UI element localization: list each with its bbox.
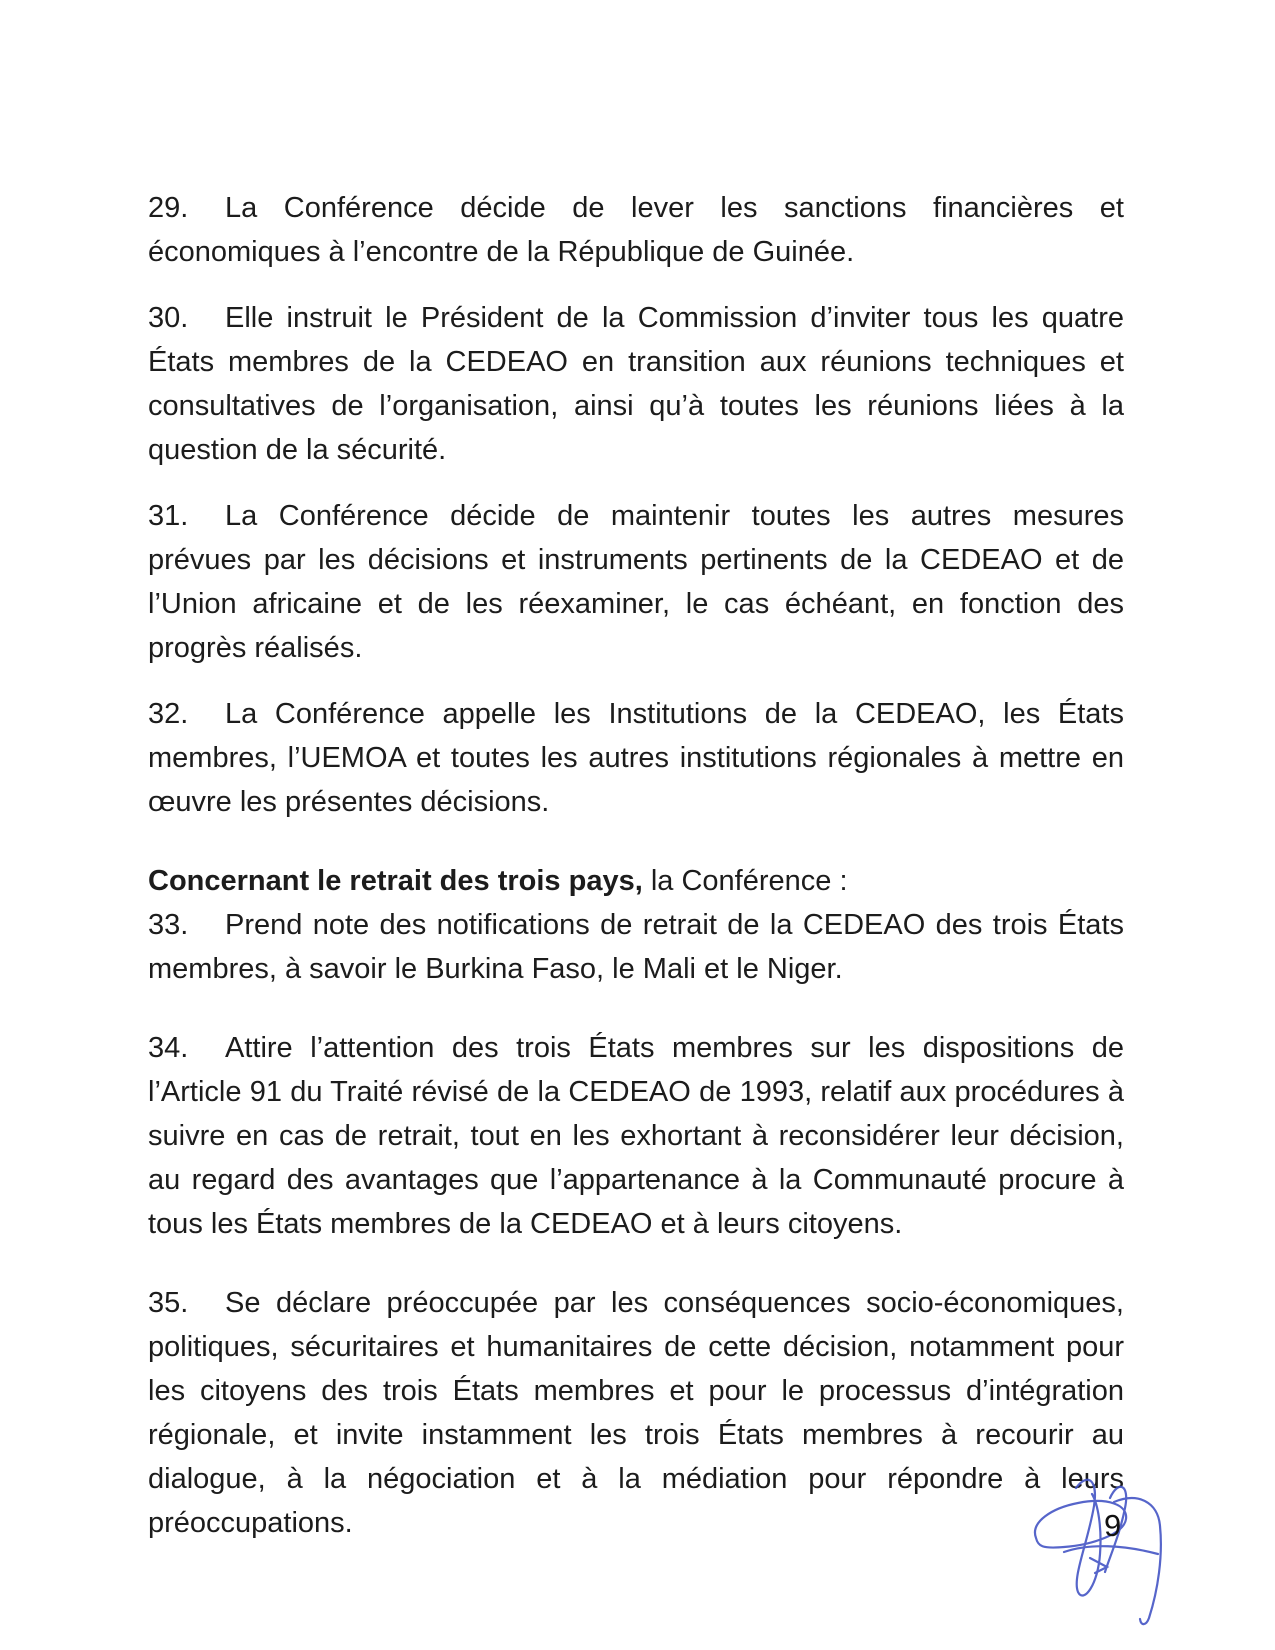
paragraph-35: [148, 1281, 1124, 1545]
paragraph-32: [148, 692, 1124, 824]
paragraph-31-number: 31.: [148, 500, 189, 532]
paragraph-30: [148, 296, 1124, 472]
paragraph-35-number: 35.: [148, 1287, 189, 1319]
paragraph-33-text: Prend note des notifications de retrait de la CEDEAO des trois États membres, à savoir le Burkina Faso, le Mali et le Niger.: [148, 909, 1124, 985]
paragraph-33: [148, 903, 1124, 991]
section-heading-bold: Concernant le retrait des trois pays,: [148, 865, 643, 897]
signature-icon: [1012, 1458, 1182, 1633]
paragraph-31: [148, 494, 1124, 670]
paragraph-30-text: Elle instruit le Président de la Commission d’inviter tous les quatre États membres de la CEDEAO en transition aux réunions techniques et consultatives de l’organisation, ainsi qu’à toutes les réunions liées à la question de la sécurité.: [148, 302, 1124, 466]
paragraph-30-number: 30.: [148, 302, 189, 334]
paragraph-34: [148, 1026, 1124, 1246]
paragraph-32-text: La Conférence appelle les Institutions de la CEDEAO, les États membres, l’UEMOA et toutes les autres institutions régionales à mettre en œuvre les présentes décisions.: [148, 698, 1124, 818]
paragraph-34-number: 34.: [148, 1032, 189, 1064]
paragraph-35-text: Se déclare préoccupée par les conséquences socio-économiques, politiques, sécuritaires et humanitaires de cette décision, notamment pour les citoyens des trois États membres et pour le processus d’intégration régionale, et invite instamment les trois États membres à recourir au dialogue, à la négociation et à la médiation pour répondre à leurs préoccupations.: [148, 1287, 1124, 1539]
paragraph-31-text: La Conférence décide de maintenir toutes les autres mesures prévues par les décisions et instruments pertinents de la CEDEAO et de l’Union africaine et de les réexaminer, le cas échéant, en fonction des progrès réalisés.: [148, 500, 1124, 664]
paragraph-34-text: Attire l’attention des trois États membres sur les dispositions de l’Article 91 du Traité révisé de la CEDEAO de 1993, relatif aux procédures à suivre en cas de retrait, tout en les exhortant à reconsidérer leur décision, au regard des avantages que l’appartenance à la Communauté procure à tous les États membres de la CEDEAO et à leurs citoyens.: [148, 1032, 1124, 1240]
paragraph-33-number: 33.: [148, 909, 189, 941]
paragraph-29-number: 29.: [148, 192, 189, 224]
section-heading-regular: la Conférence :: [642, 865, 848, 897]
paragraph-29: [148, 186, 1124, 274]
page-number: 9: [1104, 1508, 1122, 1543]
paragraph-32-number: 32.: [148, 698, 189, 730]
document-body: [148, 186, 1124, 1545]
paragraph-29-text: La Conférence décide de lever les sanctions financières et économiques à l’encontre de la République de Guinée.: [148, 192, 1124, 268]
section-heading: [148, 859, 1124, 903]
